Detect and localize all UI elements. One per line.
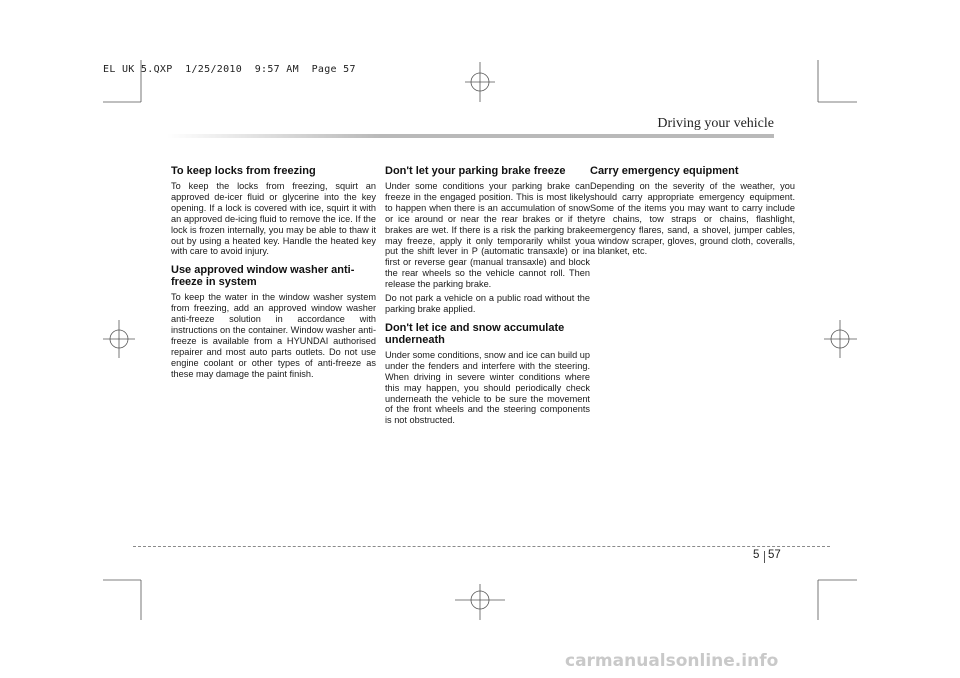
body-paragraph: To keep the locks from freezing, squirt an approved de-icer fluid or glycerine into the key opening. If a lock is covered with ice, squirt it with an approved de-icing fluid to remove the ice. If the lock is frozen internally, you may be able to thaw it out by using a heated key. Handle the heated key with care to avoid injury.	[171, 181, 376, 257]
body-paragraph: Under some conditions your parking brake can freeze in the engaged position. This is most likely to happen when there is an accumulation of snow or ice around or near the rear brakes or if the brakes are wet. If there is a risk the parking brake may freeze, apply it only temporarily whilst you put the shift lever in P (automatic transaxle) or in first or reverse gear (manual transaxle) and block the rear wheels so the vehicle cannot roll. Then release the parking brake.	[385, 181, 590, 290]
print-slug: EL UK 5.QXP 1/25/2010 9:57 AM Page 57	[103, 64, 356, 75]
registration-mark-top	[465, 62, 495, 102]
text-column-3	[590, 165, 795, 264]
text-column-2	[385, 165, 590, 433]
page-number-separator	[764, 551, 765, 563]
body-paragraph: Depending on the severity of the weather, you should carry appropriate emergency equipment. Some of the items you may want to carry include tyre chains, tow straps or chains, flashlight, emergency flares, sand, a shovel, jumper cables, a window scraper, gloves, ground cloth, coveralls, a blanket, etc.	[590, 181, 795, 257]
section-heading: Carry emergency equipment	[590, 165, 739, 177]
section-heading: Use approved window washer anti-freeze in system	[171, 264, 355, 289]
section-ice-snow	[385, 322, 590, 426]
section-heading: Don't let ice and snow accumulate underneath	[385, 321, 565, 346]
section-parking-brake	[385, 165, 590, 315]
watermark: carmanualsonline.info	[565, 651, 779, 671]
section-emergency	[590, 165, 795, 257]
registration-mark-left	[103, 320, 135, 358]
body-paragraph: To keep the water in the window washer system from freezing, add an approved window washer anti-freeze solution in accordance with instructions on the container. Window washer anti-freeze is available from a HYUNDAI authorised repairer and most auto parts outlets. Do not use engine coolant or other types of anti-freeze as these may damage the paint finish.	[171, 292, 376, 379]
body-paragraph: Do not park a vehicle on a public road without the parking brake applied.	[385, 293, 590, 314]
running-head: Driving your vehicle	[657, 116, 774, 131]
footer-rule	[133, 546, 830, 547]
section-washer	[171, 264, 376, 379]
section-heading: Don't let your parking brake freeze	[385, 165, 566, 177]
page-number: 57	[768, 549, 781, 561]
section-locks	[171, 165, 376, 257]
header-rule	[167, 134, 774, 138]
text-column-1	[171, 165, 376, 387]
registration-mark-right	[824, 320, 857, 358]
registration-mark-bottom	[455, 584, 505, 620]
section-heading: To keep locks from freezing	[171, 165, 316, 177]
body-paragraph: Under some conditions, snow and ice can build up under the fenders and interfere with the steering. When driving in severe winter conditions where this may happen, you should periodically check underneath the vehicle to be sure the movement of the front wheels and the steering components is not obstructed.	[385, 349, 590, 426]
chapter-number: 5	[753, 549, 760, 561]
